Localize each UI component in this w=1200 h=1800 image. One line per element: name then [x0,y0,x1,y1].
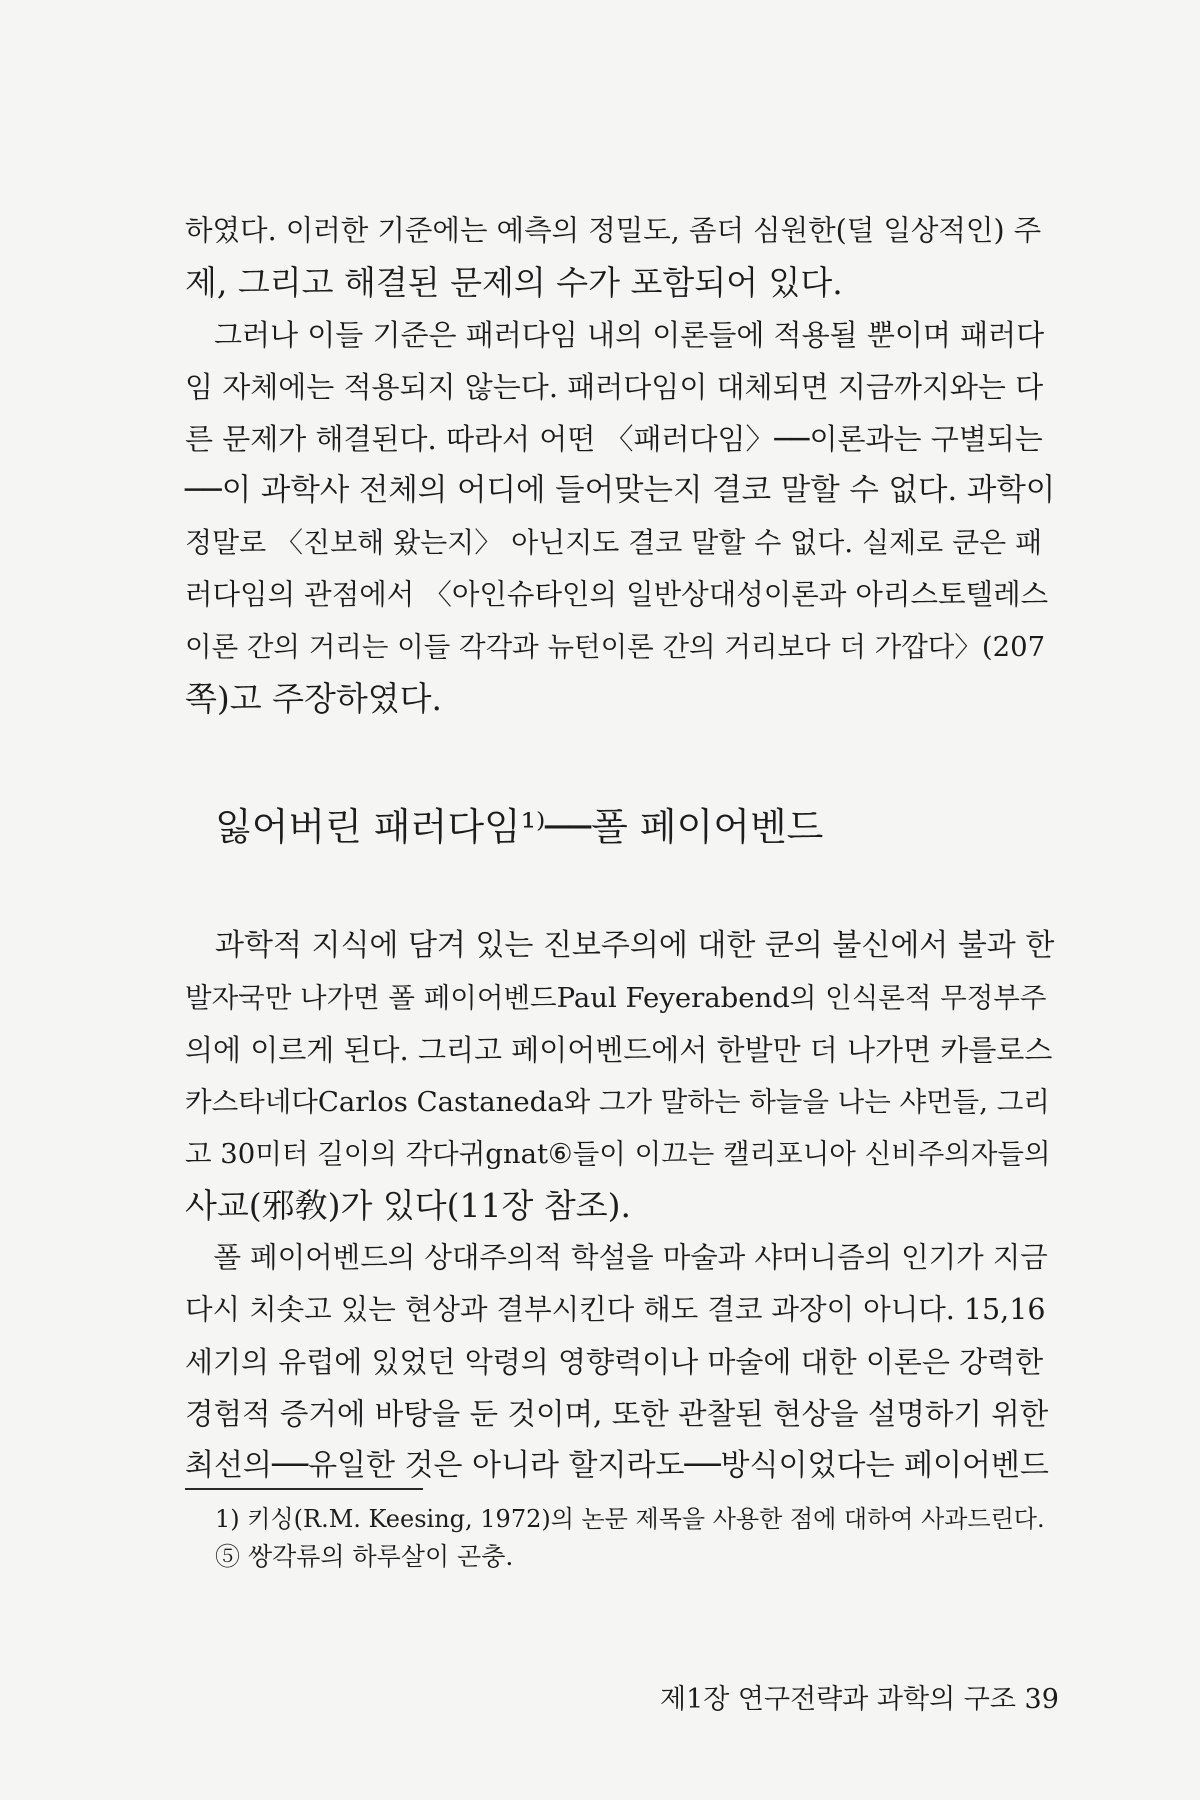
text-line: 고 30미터 길이의 각다귀gnat⑥들이 이끄는 캘리포니아 신비주의자들의 [185,1138,1051,1170]
text-line: 른 문제가 해결된다. 따라서 어떤 〈패러다임〉──이론과는 구별되는 [185,422,1043,456]
text-line: 카스타네다Carlos Castaneda와 그가 말하는 하늘을 나는 샤먼들, 그리 [185,1086,1050,1118]
text-line: 이론 간의 거리는 이들 각각과 뉴턴이론 간의 거리보다 더 가깝다〉(207 [185,631,1046,663]
text-line: 하였다. 이러한 기준에는 예측의 정밀도, 좀더 심원한(덜 일상적인) 주 [185,214,1042,247]
text-line: 경험적 증거에 바탕을 둔 것이며, 또한 관찰된 현상을 설명하기 위한 [185,1397,1049,1431]
text-line: 정말로 〈진보해 왔는지〉 아닌지도 결코 말할 수 없다. 실제로 쿤은 패 [185,526,1043,559]
text-line: 쪽)고 주장하였다. [185,679,442,718]
text-line: 제, 그리고 해결된 문제의 수가 포함되어 있다. [185,263,843,302]
footnotes [215,1500,1055,1576]
running-title: 제1장 연구전략과 과학의 구조 [660,1684,1016,1715]
page-footer [660,1680,1059,1720]
body-text-before-heading [185,205,1055,725]
text-line: ──이 과학사 전체의 어디에 들어맞는지 결코 말할 수 없다. 과학이 [185,473,1056,508]
text-line: 세기의 유럽에 있었던 악령의 영향력이나 마술에 대한 이론은 강력한 [185,1345,1044,1379]
footnote-divider [185,1488,423,1490]
text-line: 의에 이르게 된다. 그리고 페이어벤드에서 한발만 더 나가면 카를로스 [185,1033,1053,1067]
text-line: 과학적 지식에 담겨 있는 진보주의에 대한 쿤의 불신에서 불과 한 [185,928,1055,963]
text-line: 임 자체에는 적용되지 않는다. 패러다임이 대체되면 지금까지와는 다 [185,370,1044,404]
text-line: 그러나 이들 기준은 패러다임 내의 이론들에 적용될 뿐이며 패러다 [185,318,1045,352]
body-text-after-heading [185,920,1055,1492]
section-heading: 잃어버린 패러다임¹⁾──폴 페이어벤드 [215,805,824,849]
text-line: 러다임의 관점에서 〈아인슈타인의 일반상대성이론과 아리스토텔레스 [185,578,1049,611]
footnote: 1) 키싱(R.M. Keesing, 1972)의 논문 제목을 사용한 점에 대하여 사과드린다. [215,1505,1045,1533]
text-line: 최선의──유일한 것은 아니라 할지라도──방식이었다는 페이어벤드 [185,1448,1049,1483]
text-line: 발자국만 나가면 폴 페이어벤드Paul Feyerabend의 인식론적 무정부주 [185,982,1047,1014]
text-line: 다시 치솟고 있는 현상과 결부시킨다 해도 결코 과장이 아니다. 15,16 [185,1293,1046,1326]
footnote: ⑤ 쌍각류의 하루살이 곤충. [215,1542,514,1571]
page-number: 39 [1024,1684,1059,1715]
text-line: 폴 페이어벤드의 상대주의적 학설을 마술과 샤머니즘의 인기가 지금 [185,1241,1048,1274]
text-line: 사교(邪敎)가 있다(11장 참조). [185,1186,631,1225]
